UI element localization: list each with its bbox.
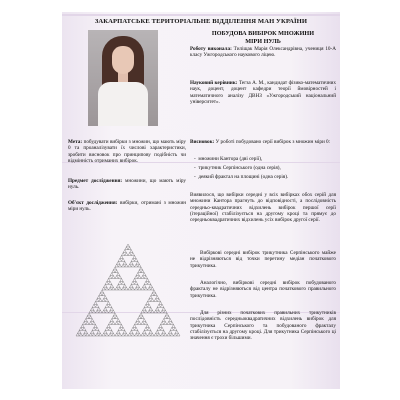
conclusion-para-2: Вибіркові середні вибірок трикутника Серпінського майже не відрізняються від точки перетину медіан початкового трикутника. bbox=[190, 250, 336, 269]
subject-label: Предмет дослідження: bbox=[68, 178, 123, 184]
object-text: вибірки, отримані з множин міри нуль. bbox=[68, 200, 187, 213]
title-line-2: МІРИ НУЛЬ bbox=[245, 37, 281, 45]
sierpinski-triangle-figure bbox=[72, 240, 184, 340]
supervisor-label: Науковий керівник: bbox=[190, 80, 238, 86]
list-item: - трикутник Серпінського (одна серія), bbox=[194, 164, 281, 171]
conclusion-intro bbox=[190, 139, 336, 145]
supervisor-block bbox=[190, 80, 336, 105]
author-photo bbox=[88, 30, 158, 126]
conclusion-para-4: Для різних початкових правильних трикутників послідовність середньоквадратичних відхилень вибірок для трикутника Серпінського та побудованого фракталу стабілізується на другому кроці. Для трикутника Серпінського ці значення є трохи більшими. bbox=[190, 310, 336, 342]
goal-text: побудувати вибірки з множин, що мають міру 0 та проаналізувати їх числові характеристики, зробити висновок про принципову подібність чи відмінність отриманих вибірок. bbox=[68, 139, 186, 165]
conclusion-list bbox=[194, 156, 336, 183]
goal-block bbox=[68, 139, 186, 164]
list-item: - деякий фрактал на площині (одна серія). bbox=[194, 173, 289, 180]
conclusion-para-3: Аналогічно, вибіркові середні вибірок побудованого фракталу не відрізняються від центра початкового правильного трикутника. bbox=[190, 280, 336, 299]
subject-block bbox=[68, 178, 186, 191]
object-label: Об'єкт дослідження: bbox=[68, 200, 118, 206]
supervisor-text: Тегза А. М., кандидат фізико-математичних наук, доцент, доцент кафедри теорії ймовірностей і математичного аналізу ДВНЗ «Ужгородський національний університет». bbox=[190, 80, 337, 106]
subject-text: множини, що мають міру нуль. bbox=[68, 178, 187, 191]
paper-title bbox=[190, 30, 336, 45]
conclusion-label: Висновок: bbox=[190, 139, 215, 145]
object-block bbox=[68, 200, 186, 213]
conclusion-para-1: Виявилося, що вибірки середні у всіх вибірках обох серій для множини Кантора прагнуть до відповідності, а послідовність середньо-квадратичних відхилень вибірок першої серії (ітераційної) стабілізується на другому кроці та прямує до середньоквадратичних відхилень усіх вибірок другої серії. bbox=[190, 192, 336, 224]
author-block bbox=[190, 46, 336, 59]
author-label: Роботу виконала: bbox=[190, 46, 232, 52]
list-item: - множини Кантора (дві серії), bbox=[194, 156, 263, 162]
author-text: Тиліщак Марія Олександрівна, учениця 10-А класу Ужгородського наукового ліцею. bbox=[190, 46, 337, 59]
page-header: ЗАКАРПАТСЬКЕ ТЕРИТОРІАЛЬНЕ ВІДДІЛЕННЯ МАН УКРАЇНИ bbox=[94, 18, 308, 25]
conclusion-intro-text: У роботі побудовано серії вибірок з множин міри 0: bbox=[215, 139, 331, 145]
title-line-1: ПОБУДОВА ВИБІРОК МНОЖИНИ bbox=[211, 30, 315, 37]
decorative-band bbox=[62, 14, 340, 16]
goal-label: Мета: bbox=[68, 139, 83, 145]
poster bbox=[62, 12, 340, 389]
